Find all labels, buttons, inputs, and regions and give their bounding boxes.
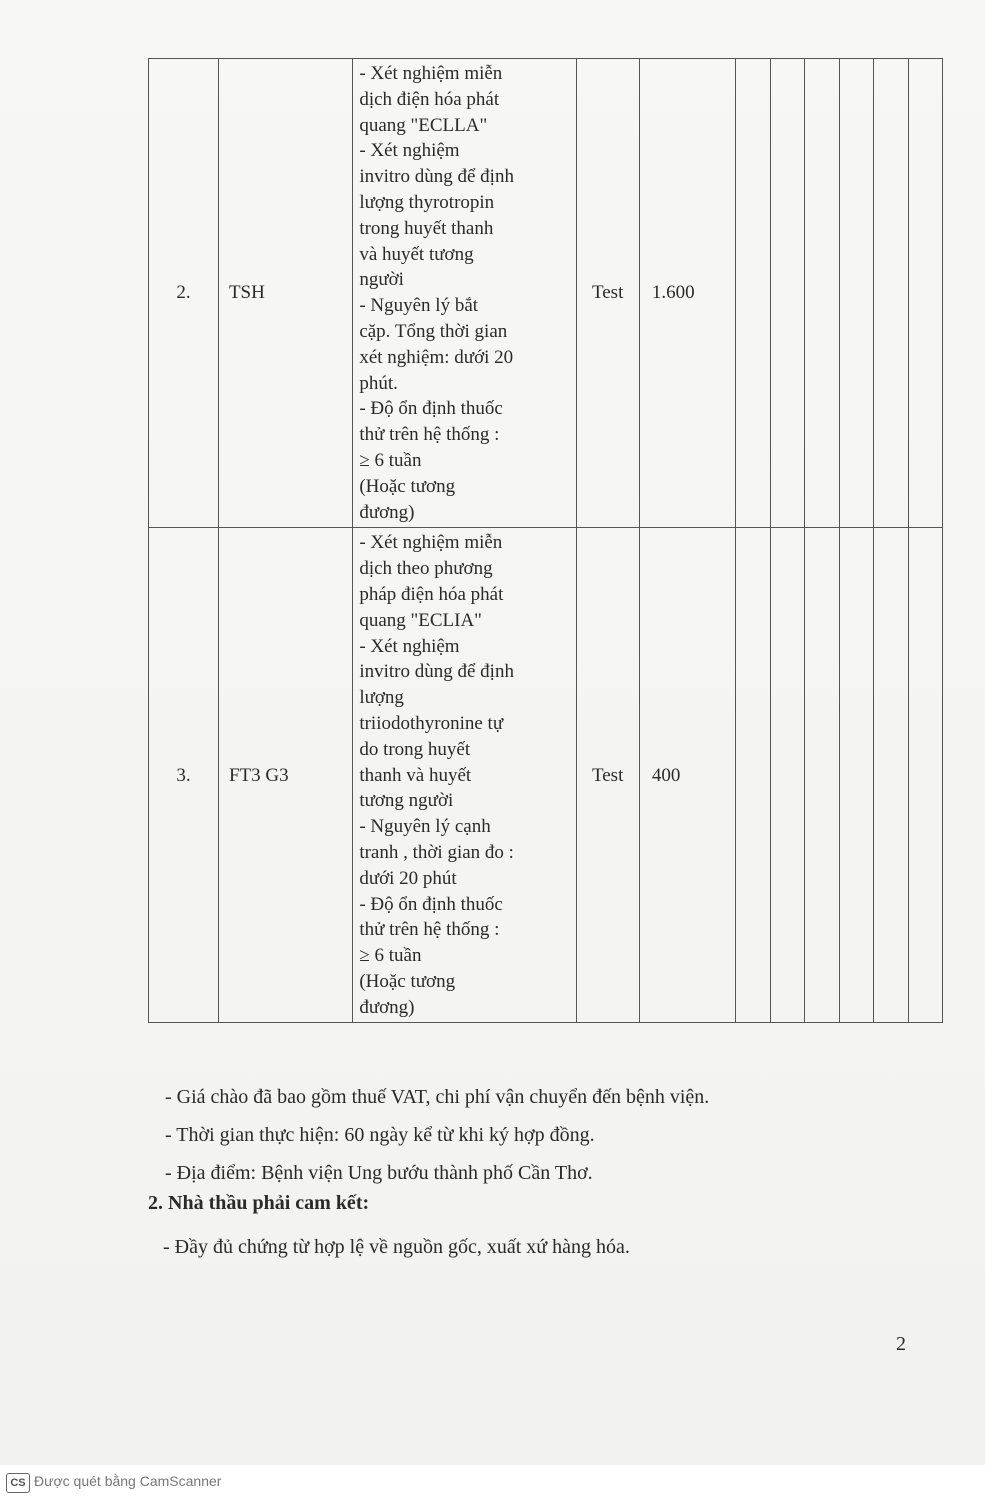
description-line: đương) [359, 996, 415, 1018]
description-line: xét nghiệm: dưới 20 [359, 346, 514, 368]
camscanner-caption: Được quét bằng CamScanner [34, 1473, 222, 1489]
item-quantity: 400 [639, 528, 736, 1023]
description-line: lượng [359, 687, 404, 709]
specification-table [148, 58, 943, 1023]
row-number: 3. [149, 528, 219, 1023]
description-line: - Nguyên lý bắt [359, 295, 479, 317]
description-line: (Hoặc tương [359, 475, 456, 497]
commitment-item: - Đầy đủ chứng từ hợp lệ về nguồn gốc, xuất xứ hàng hóa. [163, 1236, 630, 1258]
note-vat: - Giá chào đã bao gồm thuế VAT, chi phí vận chuyển đến bệnh viện. [165, 1086, 710, 1108]
empty-cell [874, 59, 908, 528]
description-line: tranh , thời gian đo : [359, 841, 514, 863]
empty-cell [839, 59, 873, 528]
description-line: dịch điện hóa phát [359, 88, 500, 110]
description-line: thanh và huyết [359, 764, 472, 786]
description-line: (Hoặc tương [359, 970, 456, 992]
item-quantity: 1.600 [639, 59, 736, 528]
page-number: 2 [896, 1333, 906, 1355]
item-name: TSH [218, 59, 352, 528]
notes-list [165, 1078, 709, 1192]
section-2-title: 2. Nhà thầu phải cam kết: [148, 1192, 370, 1214]
empty-cell [736, 528, 770, 1023]
empty-cell [874, 528, 908, 1023]
row-number: 2. [149, 59, 219, 528]
description-line: phút. [359, 372, 398, 394]
description-line: đương) [359, 501, 415, 523]
item-unit: Test [576, 528, 639, 1023]
description-line: thử trên hệ thống : [359, 424, 500, 446]
description-line: triiodothyronine tự [359, 712, 504, 734]
description-line: quang "ECLIA" [359, 609, 482, 631]
empty-cell [908, 59, 942, 528]
description-line: - Xét nghiệm [359, 140, 460, 162]
description-line: quang "ECLLA" [359, 114, 488, 136]
description-line: trong huyết thanh [359, 217, 494, 239]
table-row [149, 528, 943, 1023]
description-line: - Xét nghiệm miễn [359, 63, 503, 84]
empty-cell [770, 528, 804, 1023]
description-line: - Xét nghiệm miễn [359, 532, 503, 554]
description-line: cặp. Tổng thời gian [359, 320, 508, 342]
item-description [353, 59, 576, 528]
empty-cell [736, 59, 770, 528]
description-line: ≥ 6 tuần [359, 449, 422, 471]
item-unit: Test [576, 59, 639, 528]
description-line: dịch theo phương [359, 558, 493, 580]
description-line: dưới 20 phút [359, 867, 457, 889]
item-name: FT3 G3 [218, 528, 352, 1023]
description-line: - Nguyên lý cạnh [359, 816, 491, 838]
description-line: - Độ ổn định thuốc [359, 893, 503, 915]
empty-cell [805, 59, 839, 528]
description-line: invitro dùng để định [359, 166, 514, 188]
note-location: - Địa điểm: Bệnh viện Ung bướu thành phố Cần Thơ. [165, 1162, 593, 1184]
empty-cell [908, 528, 942, 1023]
table-row [149, 59, 943, 528]
description-line: - Xét nghiệm [359, 635, 460, 657]
note-duration: - Thời gian thực hiện: 60 ngày kể từ khi ký hợp đồng. [165, 1124, 595, 1146]
item-description [353, 528, 576, 1023]
description-line: pháp điện hóa phát [359, 583, 504, 605]
description-line: - Độ ổn định thuốc [359, 398, 503, 420]
camscanner-logo-icon: CS [6, 1473, 30, 1493]
description-line: do trong huyết [359, 738, 471, 760]
description-line: người [359, 269, 404, 291]
description-line: lượng thyrotropin [359, 191, 495, 213]
description-line: và huyết tương [359, 243, 474, 265]
description-line: thử trên hệ thống : [359, 919, 500, 941]
empty-cell [839, 528, 873, 1023]
scanner-footer [0, 1465, 985, 1500]
empty-cell [805, 528, 839, 1023]
description-line: invitro dùng để định [359, 661, 514, 683]
description-line: ≥ 6 tuần [359, 945, 422, 967]
description-line: tương người [359, 790, 454, 812]
empty-cell [770, 59, 804, 528]
